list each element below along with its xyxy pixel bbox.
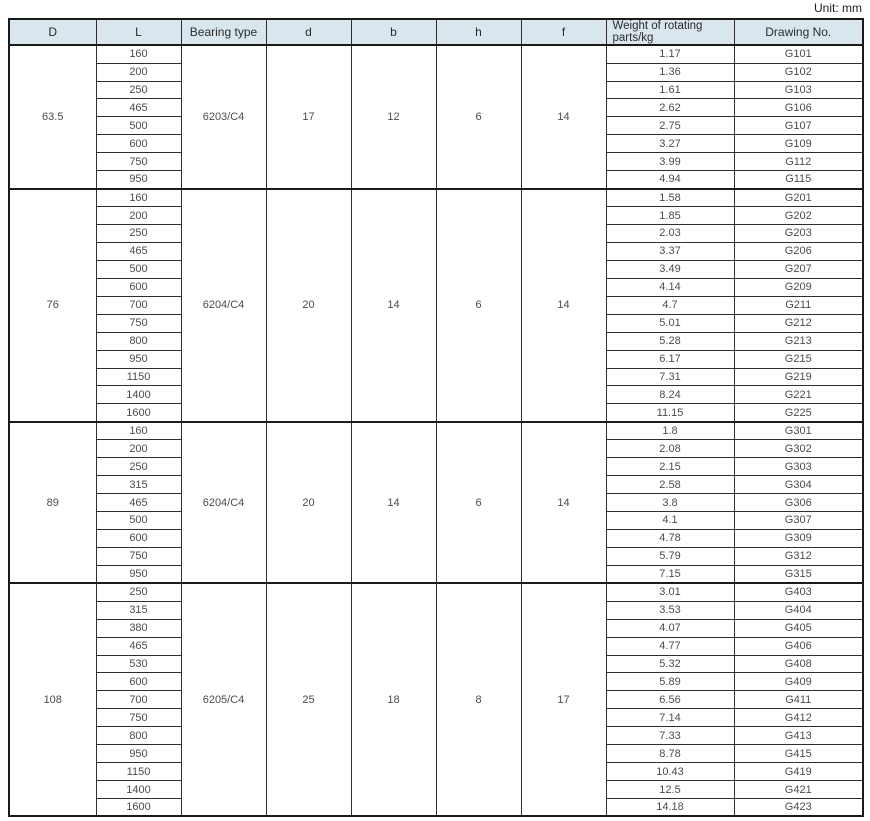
cell-L: 500 — [96, 117, 181, 135]
cell-drawing-no: G423 — [734, 799, 863, 817]
cell-drawing-no: G409 — [734, 673, 863, 691]
cell-d: 17 — [266, 45, 351, 189]
cell-weight: 5.01 — [606, 314, 734, 332]
table-row — [9, 422, 863, 440]
cell-L: 1600 — [96, 799, 181, 817]
cell-L: 500 — [96, 512, 181, 530]
header-row — [9, 19, 863, 45]
column-header-b: b — [351, 19, 436, 45]
cell-L: 600 — [96, 135, 181, 153]
cell-drawing-no: G101 — [734, 45, 863, 63]
cell-drawing-no: G211 — [734, 296, 863, 314]
cell-drawing-no: G225 — [734, 404, 863, 422]
cell-weight: 4.7 — [606, 296, 734, 314]
cell-drawing-no: G209 — [734, 278, 863, 296]
cell-L: 950 — [96, 745, 181, 763]
cell-weight: 3.53 — [606, 601, 734, 619]
cell-weight: 4.14 — [606, 278, 734, 296]
cell-weight: 7.33 — [606, 727, 734, 745]
cell-L: 750 — [96, 153, 181, 171]
cell-L: 465 — [96, 242, 181, 260]
cell-L: 530 — [96, 655, 181, 673]
cell-drawing-no: G213 — [734, 332, 863, 350]
cell-weight: 2.75 — [606, 117, 734, 135]
cell-weight: 6.17 — [606, 350, 734, 368]
cell-f: 14 — [521, 189, 606, 422]
cell-weight: 3.49 — [606, 260, 734, 278]
cell-drawing-no: G302 — [734, 440, 863, 458]
cell-L: 600 — [96, 673, 181, 691]
cell-drawing-no: G215 — [734, 350, 863, 368]
cell-L: 600 — [96, 529, 181, 547]
unit-label: Unit: mm — [814, 1, 862, 15]
cell-drawing-no: G102 — [734, 63, 863, 81]
cell-L: 950 — [96, 350, 181, 368]
cell-b: 14 — [351, 189, 436, 422]
column-header-weight: Weight of rotating parts/kg — [606, 19, 734, 45]
cell-L: 315 — [96, 476, 181, 494]
bearing-spec-table — [8, 18, 864, 817]
cell-weight: 7.31 — [606, 368, 734, 386]
cell-weight: 4.77 — [606, 637, 734, 655]
cell-drawing-no: G115 — [734, 171, 863, 189]
cell-L: 160 — [96, 422, 181, 440]
cell-drawing-no: G404 — [734, 601, 863, 619]
cell-weight: 3.27 — [606, 135, 734, 153]
cell-L: 380 — [96, 619, 181, 637]
cell-L: 1600 — [96, 404, 181, 422]
cell-weight: 2.03 — [606, 225, 734, 243]
cell-L: 250 — [96, 81, 181, 99]
cell-L: 700 — [96, 691, 181, 709]
cell-weight: 4.1 — [606, 512, 734, 530]
cell-h: 6 — [436, 45, 521, 189]
cell-drawing-no: G212 — [734, 314, 863, 332]
cell-weight: 6.56 — [606, 691, 734, 709]
column-header-bearing-type: Bearing type — [181, 19, 266, 45]
cell-weight: 4.78 — [606, 529, 734, 547]
cell-drawing-no: G403 — [734, 583, 863, 601]
cell-L: 465 — [96, 494, 181, 512]
cell-drawing-no: G421 — [734, 781, 863, 799]
column-header-h: h — [436, 19, 521, 45]
cell-L: 465 — [96, 637, 181, 655]
cell-bearing-type: 6205/C4 — [181, 583, 266, 816]
cell-weight: 5.28 — [606, 332, 734, 350]
cell-L: 160 — [96, 189, 181, 207]
cell-L: 465 — [96, 99, 181, 117]
cell-weight: 3.37 — [606, 242, 734, 260]
cell-D: 76 — [9, 189, 96, 422]
cell-L: 750 — [96, 709, 181, 727]
cell-b: 12 — [351, 45, 436, 189]
cell-drawing-no: G306 — [734, 494, 863, 512]
cell-drawing-no: G219 — [734, 368, 863, 386]
cell-L: 950 — [96, 171, 181, 189]
cell-drawing-no: G315 — [734, 565, 863, 583]
cell-L: 750 — [96, 314, 181, 332]
cell-drawing-no: G203 — [734, 225, 863, 243]
cell-drawing-no: G309 — [734, 529, 863, 547]
cell-weight: 2.62 — [606, 99, 734, 117]
cell-L: 1150 — [96, 368, 181, 386]
cell-b: 18 — [351, 583, 436, 816]
cell-drawing-no: G413 — [734, 727, 863, 745]
cell-L: 800 — [96, 727, 181, 745]
cell-D: 108 — [9, 583, 96, 816]
cell-bearing-type: 6203/C4 — [181, 45, 266, 189]
cell-L: 1400 — [96, 386, 181, 404]
cell-weight: 4.07 — [606, 619, 734, 637]
cell-drawing-no: G408 — [734, 655, 863, 673]
cell-h: 6 — [436, 422, 521, 583]
cell-L: 200 — [96, 63, 181, 81]
cell-d: 25 — [266, 583, 351, 816]
cell-drawing-no: G202 — [734, 207, 863, 225]
cell-drawing-no: G103 — [734, 81, 863, 99]
cell-drawing-no: G106 — [734, 99, 863, 117]
cell-weight: 2.08 — [606, 440, 734, 458]
cell-drawing-no: G412 — [734, 709, 863, 727]
cell-L: 800 — [96, 332, 181, 350]
cell-weight: 2.58 — [606, 476, 734, 494]
cell-drawing-no: G303 — [734, 458, 863, 476]
cell-weight: 5.79 — [606, 547, 734, 565]
cell-drawing-no: G307 — [734, 512, 863, 530]
cell-drawing-no: G107 — [734, 117, 863, 135]
cell-drawing-no: G207 — [734, 260, 863, 278]
cell-drawing-no: G415 — [734, 745, 863, 763]
cell-weight: 1.61 — [606, 81, 734, 99]
table-row — [9, 189, 863, 207]
cell-L: 1400 — [96, 781, 181, 799]
cell-weight: 8.24 — [606, 386, 734, 404]
cell-drawing-no: G206 — [734, 242, 863, 260]
column-header-drawing-no: Drawing No. — [734, 19, 863, 45]
cell-drawing-no: G405 — [734, 619, 863, 637]
cell-L: 315 — [96, 601, 181, 619]
cell-L: 700 — [96, 296, 181, 314]
cell-weight: 3.8 — [606, 494, 734, 512]
column-header-f: f — [521, 19, 606, 45]
cell-drawing-no: G221 — [734, 386, 863, 404]
cell-f: 14 — [521, 422, 606, 583]
cell-L: 250 — [96, 583, 181, 601]
cell-L: 950 — [96, 565, 181, 583]
cell-L: 200 — [96, 440, 181, 458]
cell-drawing-no: G109 — [734, 135, 863, 153]
cell-weight: 12.5 — [606, 781, 734, 799]
cell-f: 14 — [521, 45, 606, 189]
cell-b: 14 — [351, 422, 436, 583]
cell-bearing-type: 6204/C4 — [181, 422, 266, 583]
cell-weight: 3.01 — [606, 583, 734, 601]
cell-drawing-no: G406 — [734, 637, 863, 655]
cell-L: 600 — [96, 278, 181, 296]
cell-weight: 1.36 — [606, 63, 734, 81]
cell-weight: 1.17 — [606, 45, 734, 63]
cell-d: 20 — [266, 422, 351, 583]
table-header — [9, 19, 863, 45]
cell-D: 89 — [9, 422, 96, 583]
cell-L: 250 — [96, 225, 181, 243]
cell-f: 17 — [521, 583, 606, 816]
cell-weight: 3.99 — [606, 153, 734, 171]
cell-drawing-no: G411 — [734, 691, 863, 709]
cell-drawing-no: G312 — [734, 547, 863, 565]
cell-L: 200 — [96, 207, 181, 225]
cell-drawing-no: G201 — [734, 189, 863, 207]
cell-weight: 10.43 — [606, 763, 734, 781]
cell-weight: 1.58 — [606, 189, 734, 207]
cell-weight: 7.15 — [606, 565, 734, 583]
cell-weight: 1.85 — [606, 207, 734, 225]
cell-h: 8 — [436, 583, 521, 816]
column-header-d: d — [266, 19, 351, 45]
cell-weight: 5.32 — [606, 655, 734, 673]
cell-drawing-no: G419 — [734, 763, 863, 781]
column-header-D: D — [9, 19, 96, 45]
table-row — [9, 45, 863, 63]
cell-weight: 5.89 — [606, 673, 734, 691]
cell-weight: 8.78 — [606, 745, 734, 763]
cell-weight: 2.15 — [606, 458, 734, 476]
cell-weight: 14.18 — [606, 799, 734, 817]
cell-L: 750 — [96, 547, 181, 565]
cell-L: 160 — [96, 45, 181, 63]
cell-drawing-no: G304 — [734, 476, 863, 494]
cell-bearing-type: 6204/C4 — [181, 189, 266, 422]
table-row — [9, 583, 863, 601]
cell-L: 250 — [96, 458, 181, 476]
cell-weight: 4.94 — [606, 171, 734, 189]
cell-L: 1150 — [96, 763, 181, 781]
cell-D: 63.5 — [9, 45, 96, 189]
cell-weight: 1.8 — [606, 422, 734, 440]
cell-L: 500 — [96, 260, 181, 278]
cell-weight: 11.15 — [606, 404, 734, 422]
cell-h: 6 — [436, 189, 521, 422]
table-body — [9, 45, 863, 816]
cell-d: 20 — [266, 189, 351, 422]
cell-drawing-no: G112 — [734, 153, 863, 171]
cell-weight: 7.14 — [606, 709, 734, 727]
cell-drawing-no: G301 — [734, 422, 863, 440]
column-header-L: L — [96, 19, 181, 45]
